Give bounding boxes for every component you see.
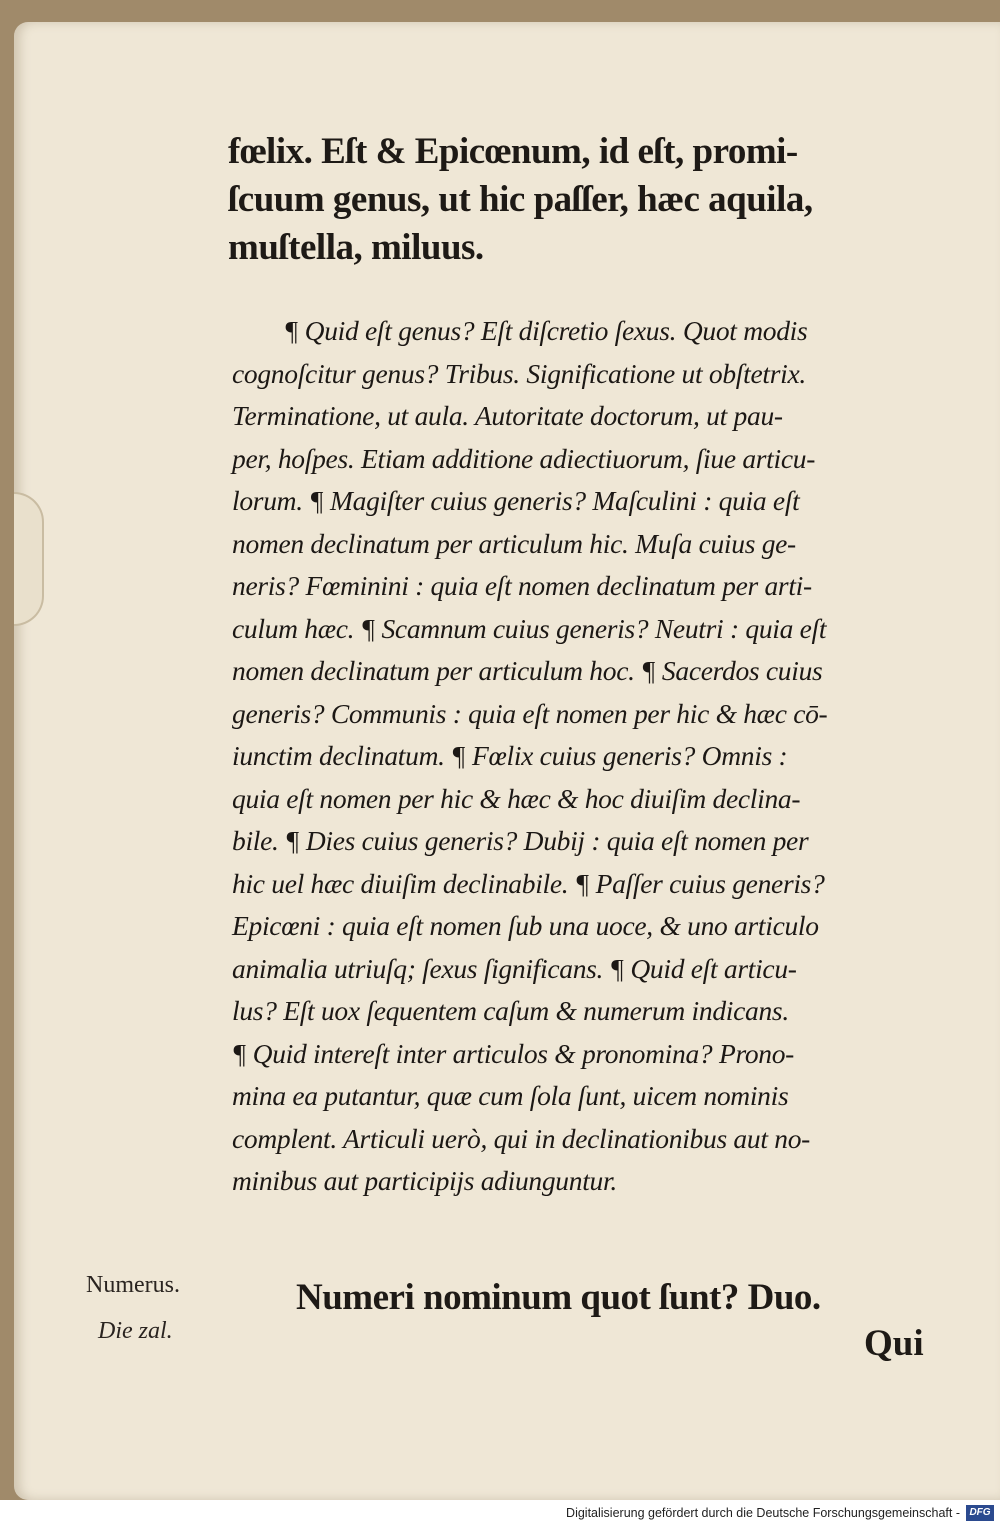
text-line: complent. Articuli uerò, qui in declinationibus aut no- bbox=[232, 1122, 811, 1154]
text-line: Terminatione, ut aula. Autoritate doctorum, ut pau- bbox=[232, 400, 783, 431]
text-line: nomen declinatum per articulum hic. Muſa cuius ge- bbox=[232, 527, 796, 559]
dfg-logo-icon: DFG bbox=[966, 1505, 994, 1521]
section-heading-line: Numeri nominum quot ſunt? Duo. bbox=[296, 1277, 821, 1318]
text-line: ſcuum genus, ut hic paſſer, hæc aquila, bbox=[228, 179, 813, 220]
text-line: ¶ Quid intereſt inter articulos & pronomina? Prono- bbox=[232, 1037, 795, 1069]
text-line: Epicœni : quia eſt nomen ſub una uoce, & uno articulo bbox=[232, 910, 819, 941]
text-line: minibus aut participijs adiunguntur. bbox=[232, 1165, 617, 1196]
footer-bar bbox=[0, 1500, 1000, 1528]
text-line: bile. ¶ Dies cuius generis? Dubij : quia eſt nomen per bbox=[232, 825, 809, 856]
text-line: ¶ Quid eſt genus? Eſt diſcretio ſexus. Quot modis bbox=[284, 315, 808, 346]
catchword: Qui bbox=[864, 1323, 924, 1364]
margin-note-line: Die zal. bbox=[98, 1318, 173, 1344]
text-line: mina ea putantur, quæ cum ſola ſunt, uicem nominis bbox=[232, 1080, 789, 1111]
text-line: cognoſcitur genus? Tribus. Significatione ut obſtetrix. bbox=[232, 357, 806, 389]
text-line: generis? Communis : quia eſt nomen per hic & hæc cō- bbox=[232, 697, 828, 729]
text-line: nomen declinatum per articulum hoc. ¶ Sacerdos cuius bbox=[232, 655, 823, 686]
text-line: animalia utriuſq; ſexus ſignificans. ¶ Quid eſt articu- bbox=[232, 952, 797, 984]
margin-note bbox=[86, 1262, 180, 1354]
text-line: lorum. ¶ Magiſter cuius generis? Maſculini : quia eſt bbox=[232, 485, 800, 516]
text-line: fœlix. Eſt & Epicœnum, id eſt, promi- bbox=[228, 131, 798, 172]
text-line: muſtella, miluus. bbox=[228, 227, 484, 268]
text-line: hic uel hæc diuiſim declinabile. ¶ Paſſer cuius generis? bbox=[232, 867, 825, 899]
text-line: neris? Fœminini : quia eſt nomen declinatum per arti- bbox=[232, 570, 812, 601]
footer-credit: Digitalisierung gefördert durch die Deutsche Forschungsgemeinschaft - bbox=[566, 1506, 960, 1520]
text-line: lus? Eſt uox ſequentem caſum & numerum indicans. bbox=[232, 995, 789, 1026]
text-line: culum hæc. ¶ Scamnum cuius generis? Neutri : quia eſt bbox=[232, 612, 827, 644]
text-line: quia eſt nomen per hic & hæc & hoc diuiſim declina- bbox=[232, 782, 801, 814]
page-clasp-edge bbox=[14, 492, 44, 626]
top-text-block bbox=[228, 128, 968, 272]
text-line: per, hoſpes. Etiam additione adiectiuorum, ſiue articu- bbox=[232, 442, 816, 474]
body-text-block bbox=[232, 310, 962, 1203]
text-line: iunctim declinatum. ¶ Fœlix cuius generis? Omnis : bbox=[232, 740, 788, 771]
margin-note-line: Numerus. bbox=[86, 1272, 180, 1298]
